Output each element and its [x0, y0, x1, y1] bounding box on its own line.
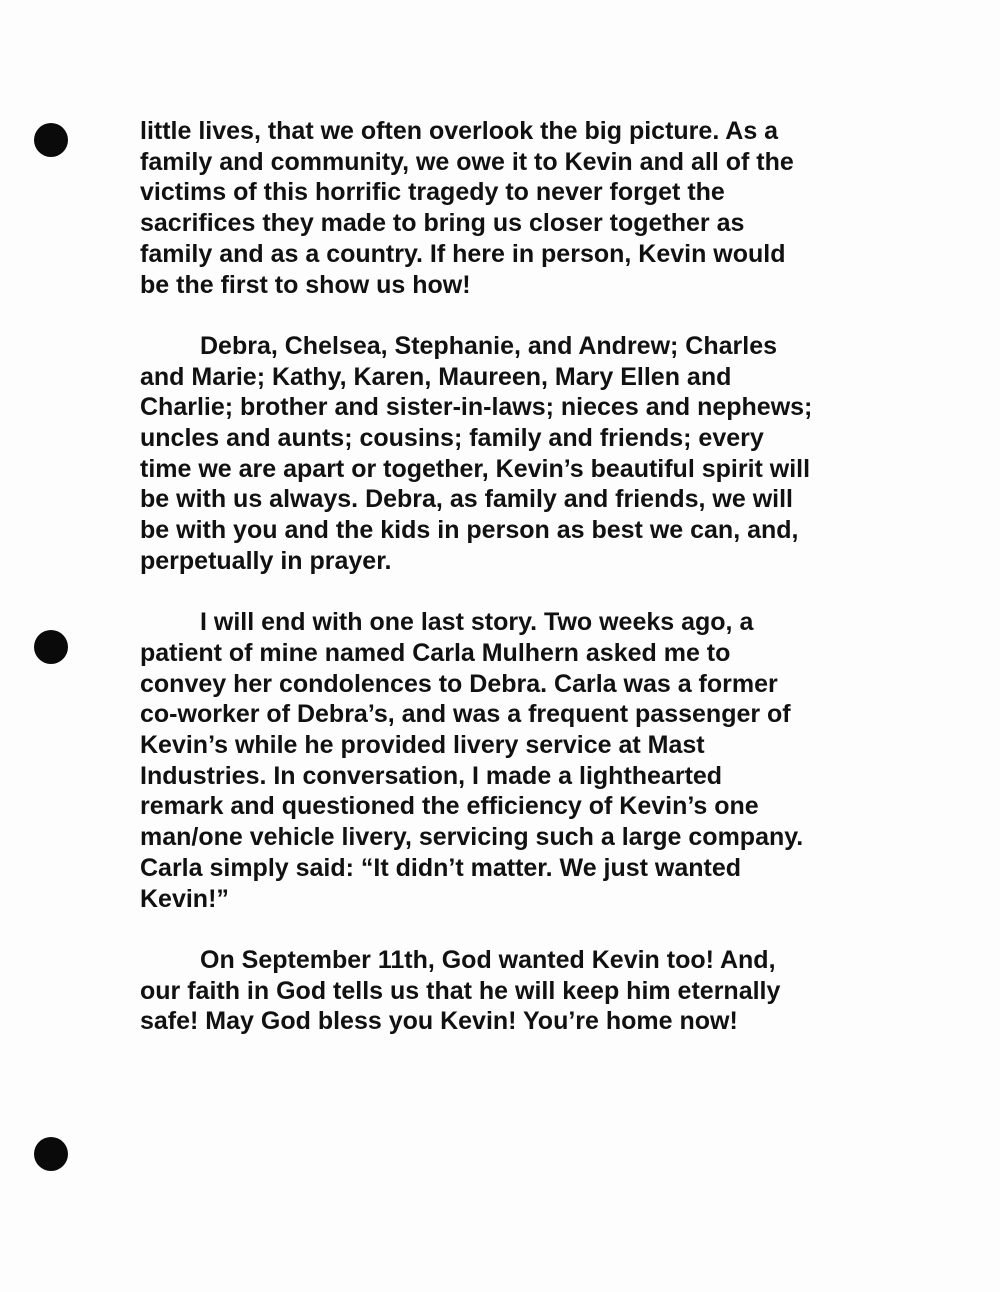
text-line: Industries. In conversation, I made a lighthearted — [140, 761, 723, 790]
paragraph-gap — [140, 300, 900, 331]
text-line: Kevin!” — [140, 884, 229, 913]
text-line: convey her condolences to Debra. Carla was a former — [140, 669, 778, 698]
text-line: perpetually in prayer. — [140, 546, 392, 575]
text-line: man/one vehicle livery, servicing such a large company. — [140, 823, 804, 852]
text-line: be the first to show us how! — [140, 270, 471, 299]
text-line: Kevin’s while he provided livery service at Mast — [140, 731, 705, 760]
text-line: patient of mine named Carla Mulhern asked me to — [140, 638, 731, 667]
paragraph — [140, 945, 900, 1037]
text-line: uncles and aunts; cousins; family and friends; every — [140, 424, 764, 453]
text-line: family and community, we owe it to Kevin and all of the — [140, 147, 794, 176]
punch-hole-top — [34, 123, 68, 157]
text-line: Debra, Chelsea, Stephanie, and Andrew; Charles — [200, 331, 778, 360]
paragraph — [140, 331, 900, 577]
text-line: family and as a country. If here in person, Kevin would — [140, 239, 786, 268]
text-line: I will end with one last story. Two weeks ago, a — [200, 608, 754, 637]
text-line: our faith in God tells us that he will keep him eternally — [140, 976, 781, 1005]
text-line: On September 11th, God wanted Kevin too! And, — [200, 945, 776, 974]
text-line: victims of this horrific tragedy to never forget the — [140, 178, 725, 207]
text-line: little lives, that we often overlook the big picture. As a — [140, 117, 779, 145]
punch-hole-bottom — [34, 1137, 68, 1171]
text-line: safe! May God bless you Kevin! You’re home now! — [140, 1007, 738, 1036]
text-line: co-worker of Debra’s, and was a frequent passenger of — [140, 700, 791, 729]
document-body — [140, 116, 900, 1037]
paragraph — [140, 607, 900, 914]
text-line: sacrifices they made to bring us closer together as — [140, 209, 745, 238]
text-line: and Marie; Kathy, Karen, Maureen, Mary Ellen and — [140, 362, 732, 391]
text-line: time we are apart or together, Kevin’s beautiful spirit will — [140, 454, 811, 483]
paragraph-gap — [140, 914, 900, 945]
punch-hole-middle — [34, 630, 68, 664]
paragraph — [140, 116, 900, 300]
text-line: remark and questioned the efficiency of Kevin’s one — [140, 792, 759, 821]
text-line: be with you and the kids in person as best we can, and, — [140, 516, 799, 545]
text-line: Carla simply said: “It didn’t matter. We just wanted — [140, 853, 742, 882]
paragraph-gap — [140, 577, 900, 608]
text-line: be with us always. Debra, as family and friends, we will — [140, 485, 793, 514]
text-line: Charlie; brother and sister-in-laws; nieces and nephews; — [140, 393, 813, 422]
